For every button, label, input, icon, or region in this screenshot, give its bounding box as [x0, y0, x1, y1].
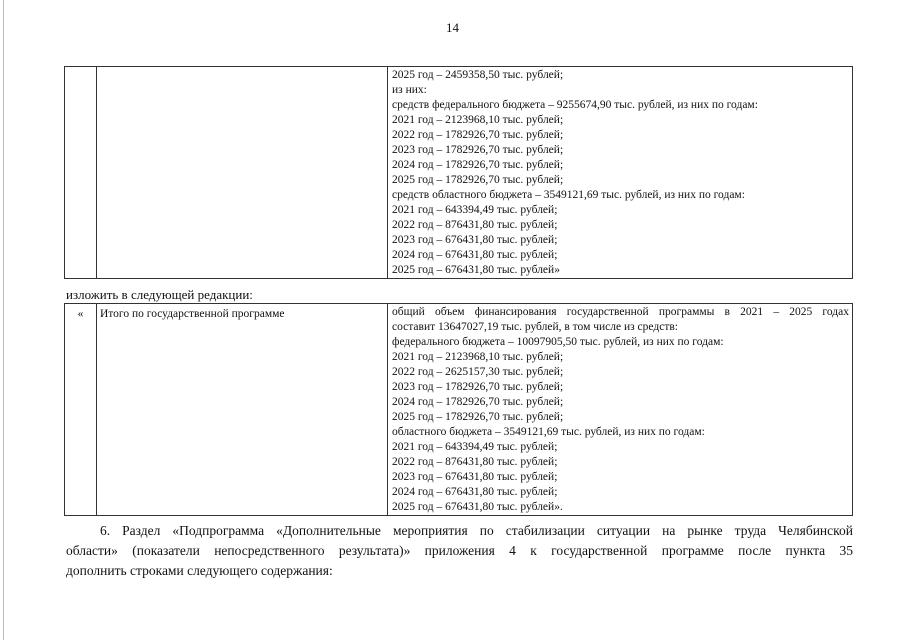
text-line: 2025 год – 1782926,70 тыс. рублей;	[392, 411, 564, 423]
paragraph-line: дополнить строками следующего содержания:	[66, 563, 333, 578]
table-cell-empty	[65, 67, 97, 279]
funding-table-old	[64, 66, 853, 279]
text-line: 2021 год – 643394,49 тыс. рублей;	[392, 441, 558, 453]
text-line: средств областного бюджета – 3549121,69 тыс. рублей, из них по годам:	[392, 189, 745, 201]
text-line: составит 13647027,19 тыс. рублей, в том числе из средств:	[392, 321, 678, 333]
text-line: 2021 год – 2123968,10 тыс. рублей;	[392, 351, 564, 363]
text-line: 2022 год – 1782926,70 тыс. рублей;	[392, 129, 564, 141]
text-line: из них:	[392, 84, 427, 96]
text-line: 2022 год – 876431,80 тыс. рублей;	[392, 456, 558, 468]
text-line: 2021 год – 2123968,10 тыс. рублей;	[392, 114, 564, 126]
text-line: 2024 год – 676431,80 тыс. рублей;	[392, 249, 558, 261]
instruction-text: изложить в следующей редакции:	[66, 287, 253, 302]
text-line: 2023 год – 676431,80 тыс. рублей;	[392, 234, 558, 246]
text-line: 2021 год – 643394,49 тыс. рублей;	[392, 204, 558, 216]
amendment-paragraph	[66, 521, 853, 581]
text-line: общий объем финансирования государственной программы в 2021 – 2025 годах	[392, 306, 849, 318]
funding-table-new	[64, 303, 853, 516]
text-line: 2025 год – 676431,80 тыс. рублей».	[392, 501, 563, 513]
text-line: средств федерального бюджета – 9255674,90 тыс. рублей, из них по годам:	[392, 99, 758, 111]
text-line: 2025 год – 676431,80 тыс. рублей»	[392, 264, 560, 276]
text-line: 2023 год – 676431,80 тыс. рублей;	[392, 471, 558, 483]
page-number: 14	[446, 20, 459, 35]
text-line: областного бюджета – 3549121,69 тыс. рублей, из них по годам:	[392, 426, 705, 438]
text-line: 2024 год – 1782926,70 тыс. рублей;	[392, 159, 564, 171]
funding-text-cell	[388, 304, 853, 516]
text-line: 2025 год – 1782926,70 тыс. рублей;	[392, 174, 564, 186]
text-line: 2022 год – 876431,80 тыс. рублей;	[392, 219, 558, 231]
program-total-label: Итого по государственной программе	[97, 304, 388, 516]
text-line: 2025 год – 2459358,50 тыс. рублей;	[392, 69, 564, 81]
table-row	[65, 304, 853, 516]
funding-text-cell	[388, 67, 853, 279]
text-line: 2023 год – 1782926,70 тыс. рублей;	[392, 144, 564, 156]
opening-quote-cell: «	[65, 304, 97, 516]
text-line: 2023 год – 1782926,70 тыс. рублей;	[392, 381, 564, 393]
text-line: 2022 год – 2625157,30 тыс. рублей;	[392, 366, 564, 378]
table-cell-empty	[97, 67, 388, 279]
table-row	[65, 67, 853, 279]
text-line: 2024 год – 676431,80 тыс. рублей;	[392, 486, 558, 498]
paragraph-line: области» (показатели непосредственного результата)» приложения 4 к государственной программе после пункта 35	[66, 543, 853, 558]
paragraph-line: 6. Раздел «Подпрограмма «Дополнительные мероприятия по стабилизации ситуации на рынке труда Челябинской	[100, 523, 853, 538]
page-left-edge	[3, 0, 4, 640]
text-line: федерального бюджета – 10097905,50 тыс. рублей, из них по годам:	[392, 336, 724, 348]
text-line: 2024 год – 1782926,70 тыс. рублей;	[392, 396, 564, 408]
